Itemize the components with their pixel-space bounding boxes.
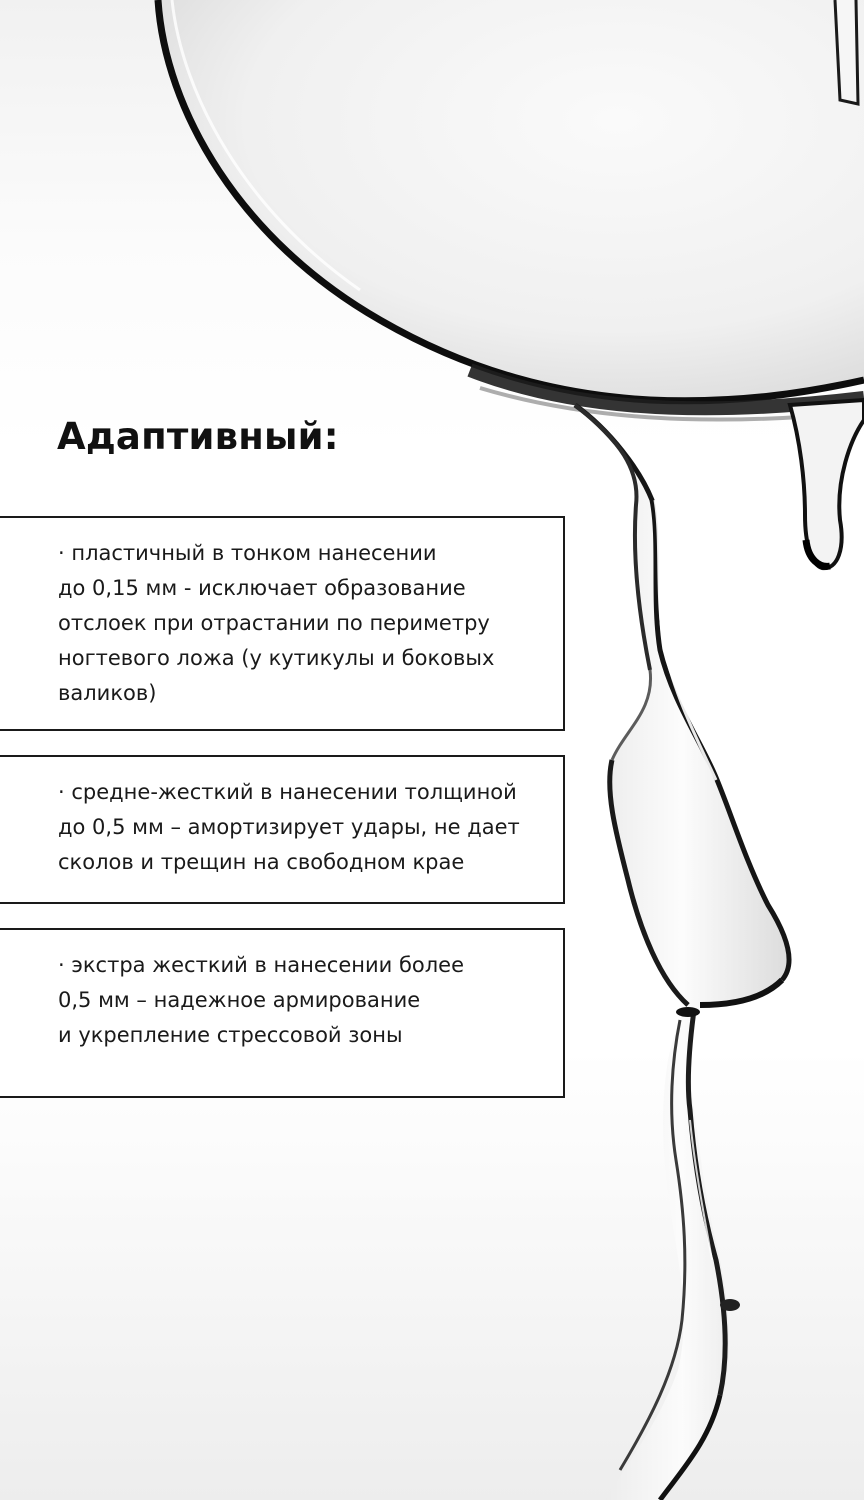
page-title: Адаптивный: (57, 415, 339, 458)
feature-text-medium-hard: · средне-жесткий в нанесении толщиной до 0,5 мм – амортизирует удары, не дает сколов и трещин на свободном крае (58, 780, 520, 874)
feature-text-extra-hard: · экстра жесткий в нанесении более 0,5 мм – надежное армирование и укрепление стрессовой зоны (58, 953, 465, 1047)
feature-card-medium-hard (0, 755, 565, 904)
feature-card-plastic (0, 516, 565, 731)
feature-card-extra-hard (0, 928, 565, 1098)
feature-text-plastic: · пластичный в тонком нанесении до 0,15 мм - исключает образование отслоек при отрастании по периметру ногтевого ложа (у кутикулы и боковых валиков) (58, 541, 495, 705)
